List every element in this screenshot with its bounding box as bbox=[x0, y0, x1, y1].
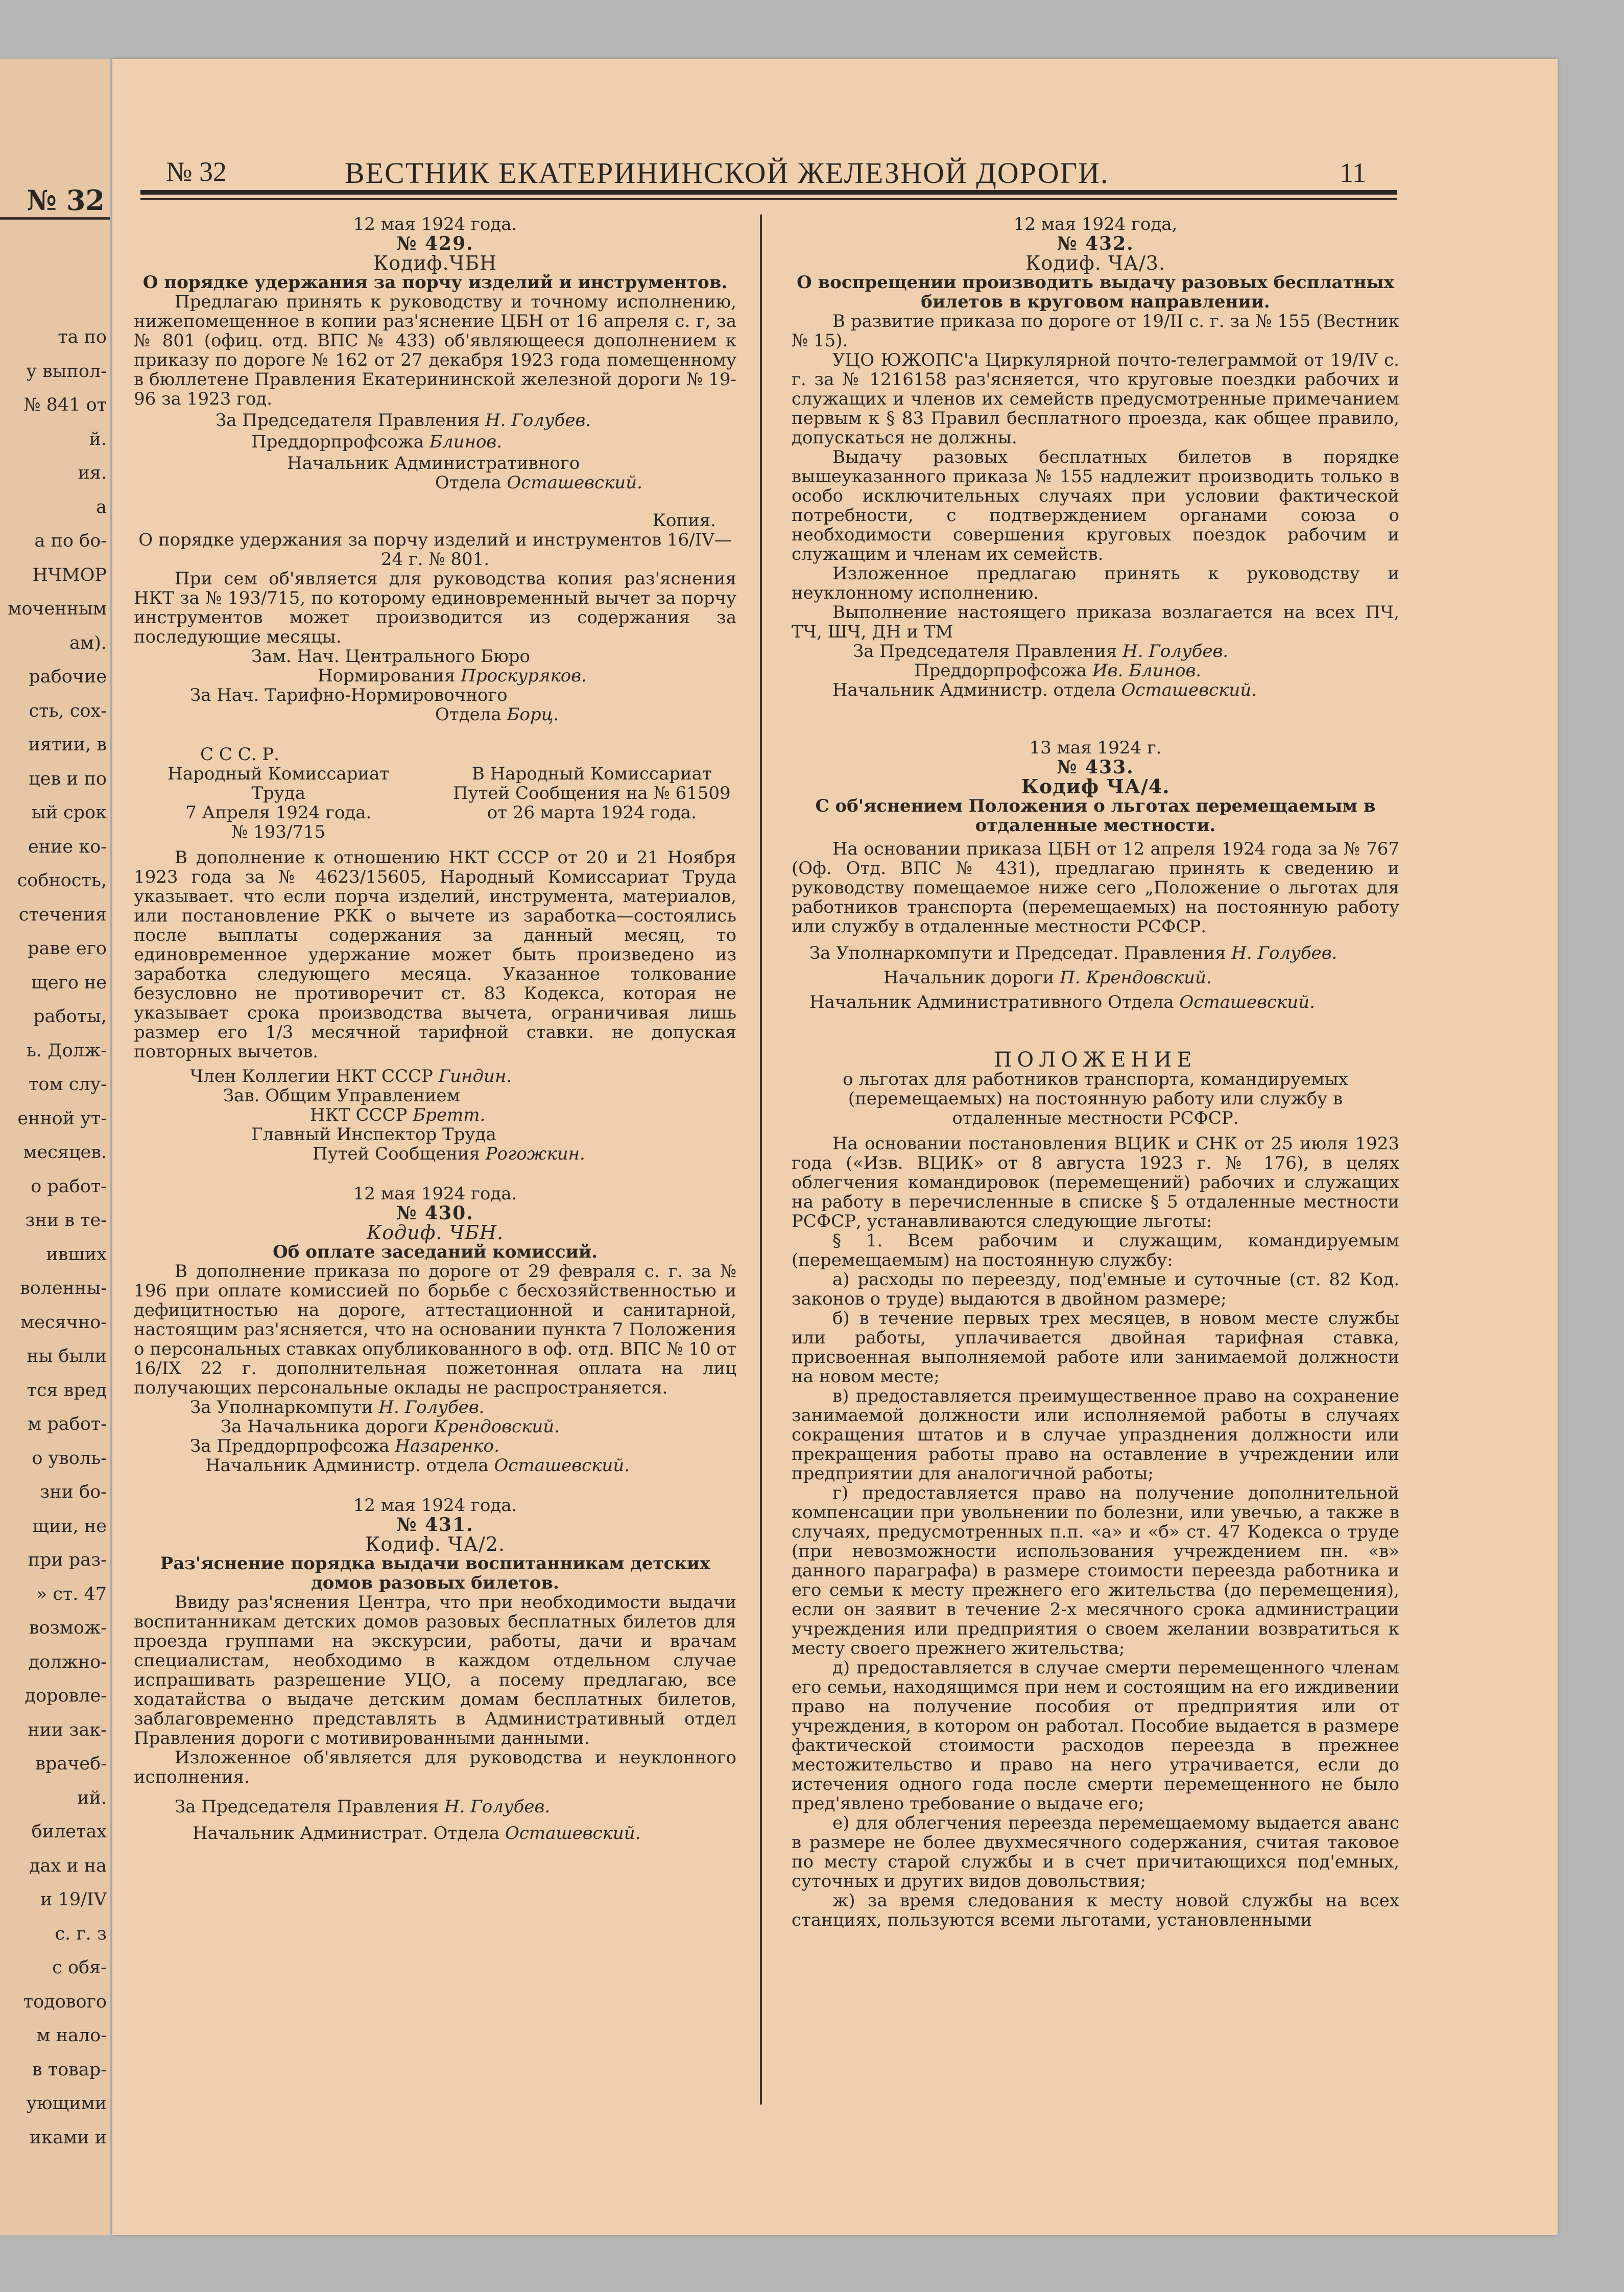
left-column bbox=[134, 215, 736, 1843]
order-body: Ввиду раз'яснения Центра, что при необходимости выдачи воспитанникам детских домов разовых бесплатных билетов для проезда группами на экскурсии, работы, дачи и врачам специалистам, необходимо в каждом отдельном случае испрашивать разрешение УЦО, а посему предлагаю, все ходатайства о выдаче детским домам бесплатных билетов, заблаговременно представлять в Административный отдел Правления дороги с мотивированными данными. bbox=[134, 1592, 736, 1748]
previous-page-line: ь. Долж- bbox=[26, 1041, 107, 1061]
signature: Начальник дороги П. Крендовский. bbox=[883, 967, 1212, 988]
previous-page-line: ый срок bbox=[31, 802, 107, 823]
regulation-intro: На основании постановления ВЦИК и СНК от 25 июля 1923 года («Изв. ВЦИК» от 8 августа 1923 г. № 176), в целях облегчения командировок (перемещений) рабочих и служащих на работу в перечисленные в списке § 5 отдаленные местности РСФСР, устанавливаются следующие льготы: bbox=[792, 1133, 1399, 1232]
order-title: О порядке удержания за порчу изделий и инструментов. bbox=[142, 272, 728, 293]
previous-page-line: енной ут- bbox=[17, 1108, 107, 1129]
previous-page-line: ны были bbox=[27, 1346, 107, 1366]
order-code: Кодиф ЧА/4. bbox=[1021, 775, 1170, 798]
previous-page-line: НЧМОР bbox=[32, 565, 107, 585]
previous-page-line: тся вред bbox=[27, 1380, 107, 1401]
previous-page-line: месяцев. bbox=[23, 1142, 107, 1163]
signature: Начальник Администр. отдела Осташевский. bbox=[205, 1455, 630, 1476]
previous-page-line: врачеб- bbox=[35, 1754, 107, 1774]
regulation-item: ж) за время следования к месту новой службы на всех станциях, пользуются всеми льготами, установленными bbox=[792, 1891, 1399, 1930]
previous-page-line: стечения bbox=[18, 905, 107, 925]
order-number: № 433. bbox=[1057, 757, 1134, 778]
regulation-subtitle: о льготах для работников транспорта, командируемых (перемещаемых) на постоянную работу или службу в отдаленные местности РСФСР. bbox=[843, 1069, 1348, 1128]
regulation-item: б) в течение первых трех месяцев, в новом месте службы или работы, уплачивается двойная тарифная ставка, присвоенная выполняемой работе или занимаемой должности на новом месте; bbox=[792, 1308, 1399, 1387]
signature-label: За Нач. Тарифно-Нормировочного bbox=[190, 685, 508, 705]
previous-page-line: и 19/IV bbox=[40, 1889, 107, 1910]
previous-page-line: м работ- bbox=[28, 1414, 107, 1434]
previous-page-line: в товар- bbox=[32, 2060, 107, 2080]
order-code: Кодиф. ЧБН. bbox=[366, 1221, 504, 1244]
regulation-item: д) предоставляется в случае смерти перемещенного членам его семьи, находящимся при нем и состоящим на его иждивении право на получение пособия от предприятия или от учреждения, в котором он работал. Пособие выдается в размере фактической стоимости расходов переезда в прежнее местожительство и право на него утрачивается, если до истечения одного года после смерти перемещенного не было пред'явлено требование о выдаче его; bbox=[792, 1658, 1399, 1814]
order-number: № 430. bbox=[396, 1202, 474, 1224]
letter-addressing bbox=[134, 764, 736, 842]
previous-page-line: ам). bbox=[69, 633, 107, 653]
previous-page-line: должно- bbox=[28, 1652, 107, 1672]
letter-body: В дополнение к отношению НКТ СССР от 20 и 21 Ноября 1923 года за № 4623/15605, Народный Комиссариат Труда указывает. что если порча изделий, инструмента, материалов, или постановление РКК о вычете из заработка—состоялись после выплаты содержания за данный месяц, то единовременное удержание может быть произведено из заработка следующего месяца. Указанное толкование безусловно не противоречит ст. 83 Кодекса, которая не указывает срока производства вычета, ограничивая лишь размер его 1/3 месячной тарифной ставки. не допуская повторных вычетов. bbox=[134, 847, 736, 1062]
signature: Член Коллегии НКТ СССР Гиндин. bbox=[190, 1066, 512, 1086]
previous-page-line: а bbox=[96, 497, 107, 517]
regulation-item: в) предоставляется преимущественное право на сохранение занимаемой должности или исполняемой работы в случаях сокращения штатов и в случае упразднения должности или прекращения работы право на оставление в учреждении или предприятии для аналогичной работы; bbox=[792, 1386, 1399, 1484]
regulation-section: § 1. Всем рабочим и служащим, командируемым (перемещаемым) на постоянную службу: bbox=[792, 1231, 1399, 1270]
signature-label: Зам. Нач. Центрального Бюро bbox=[251, 646, 530, 667]
previous-page-line: » ст. 47 bbox=[36, 1584, 107, 1604]
order-paragraph: В развитие приказа по дороге от 19/II с. г. за № 155 (Вестник № 15). bbox=[792, 311, 1399, 351]
right-column bbox=[792, 215, 1399, 1930]
previous-page-line: цев и по bbox=[29, 769, 107, 789]
regulation-item: а) расходы по переезду, под'емные и суточные (ст. 82 Код. законов о труде) выдаются в двойном размере; bbox=[792, 1269, 1399, 1309]
previous-page-line: воленны- bbox=[19, 1278, 107, 1298]
previous-page-line: работы, bbox=[33, 1006, 107, 1027]
previous-page-line: тодового bbox=[23, 1992, 107, 2012]
signature: За Председателя Правления Н. Голубев. bbox=[175, 1797, 551, 1817]
order-429 bbox=[134, 215, 736, 1164]
previous-page-number: № 32 bbox=[27, 184, 105, 217]
masthead-title: ВЕСТНИК ЕКАТЕРИНИНСКОЙ ЖЕЛЕЗНОЙ ДОРОГИ. bbox=[345, 156, 1109, 190]
signature: За Председателя Правления Н. Голубев. bbox=[853, 641, 1229, 661]
letter-from: Народный Комиссариат bbox=[168, 764, 390, 784]
order-433 bbox=[792, 738, 1399, 1012]
order-body: На основании приказа ЦБН от 12 апреля 1924 года за № 767 (Оф. Отд. ВПС № 431), предлагаю принять к сведению и руководству помещаемое ниже сего „Положение о льготах для работников транспорта (перемещаемых) на постоянную работу или службу в отдаленные местности РСФСР. bbox=[792, 839, 1399, 937]
order-paragraph: Выдачу разовых бесплатных билетов в порядке вышеуказанного приказа № 155 надлежит производить только в особо исключительных случаях при условии фактической потребности, с подтверждением органами союза о необходимости совершения круговых поездок рабочим и служащим и членам их семейств. bbox=[792, 447, 1399, 564]
order-body: Изложенное об'является для руководства и неуклонного исполнения. bbox=[134, 1747, 736, 1787]
regulation-heading: ПОЛОЖЕНИЕ bbox=[994, 1048, 1197, 1072]
order-title: Об оплате заседаний комиссий. bbox=[273, 1242, 598, 1262]
signature: Путей Сообщения Рогожкин. bbox=[313, 1144, 585, 1164]
order-date: 13 мая 1924 г. bbox=[1029, 738, 1162, 758]
order-paragraph: УЦО ЮЖОПС'а Циркулярной почто-телеграммой от 19/IV с. г. за № 1216158 раз'ясняется, что круговые поездки рабочих и служащих и членов их семейств предусмотренные примечанием первым к § 83 Правил бесплатного проезда, как общее правило, допускаться не должны. bbox=[792, 350, 1399, 448]
previous-page-line: ий. bbox=[77, 1788, 107, 1808]
signature-label: Главный Инспектор Труда bbox=[251, 1124, 496, 1145]
previous-page-line: ия. bbox=[78, 463, 107, 483]
previous-page-line: нии зак- bbox=[28, 1720, 107, 1740]
order-code: Кодиф.ЧБН bbox=[373, 252, 497, 274]
previous-page-rule bbox=[0, 217, 110, 220]
order-date: 12 мая 1924 года, bbox=[1013, 214, 1178, 234]
previous-page-line: при раз- bbox=[28, 1550, 107, 1570]
copy-title: О порядке удержания за порчу изделий и инструментов 16/IV—24 г. № 801. bbox=[138, 530, 732, 570]
previous-page-line: рабочие bbox=[29, 667, 107, 687]
regulation bbox=[792, 1050, 1399, 1930]
column-divider bbox=[760, 215, 762, 2105]
order-430 bbox=[134, 1184, 736, 1475]
previous-page-line: щего не bbox=[31, 973, 107, 993]
previous-page-line: билетах bbox=[31, 1822, 107, 1842]
signature: Преддорпрофсожа Блинов. bbox=[251, 432, 503, 452]
previous-page-line: с. г. з bbox=[55, 1924, 107, 1944]
previous-page-line: доровле- bbox=[25, 1686, 107, 1706]
signature: За Уполнаркомпути Н. Голубев. bbox=[190, 1397, 485, 1417]
previous-page-line: м нало- bbox=[36, 2025, 107, 2046]
order-number: № 431. bbox=[396, 1514, 474, 1535]
previous-page-line: моченным bbox=[8, 599, 107, 619]
order-title: О воспрещении производить выдачу разовых бесплатных билетов в круговом направлении. bbox=[797, 272, 1394, 312]
order-title: С об'яснением Положения о льготах перемещаемым в отдаленные местности. bbox=[815, 796, 1376, 836]
order-body: Предлагаю принять к руководству и точному исполнению, нижепомещенное в копии раз'яснение ЦБН от 16 апреля с. г, за № 801 (офиц. отд. ВПС № 433) об'являющееся дополнением к приказу по дороге № 162 от 27 декабря 1923 года помещенному в бюллетене Правления Екатерининской железной дороги № 19-96 за 1923 год. bbox=[134, 292, 736, 409]
page-number: 11 bbox=[1340, 157, 1366, 188]
previous-page-line: месячно- bbox=[20, 1312, 107, 1333]
letter-from: Труда bbox=[251, 783, 306, 804]
order-date: 12 мая 1924 года. bbox=[353, 214, 517, 234]
previous-page-line: ующими bbox=[26, 2093, 107, 2114]
previous-page-line: ивших bbox=[46, 1244, 107, 1265]
order-body: В дополнение приказа по дороге от 29 февраля с. г. за № 196 при оплате комиссией по борьбе с бесхозяйственностью и дефицитностью на дороге, аттестационной и санитарной, настоящим раз'ясняется, что на основании пункта 7 Положения о персональных ставках опубликованного в оф. отд. ВПС № 10 от 16/IX 22 г. дополнительная пожетонная оплата на лиц получающих персональные оклады не распространяется. bbox=[134, 1261, 736, 1398]
signature: За Начальника дороги Крендовский. bbox=[221, 1416, 560, 1437]
regulation-item: г) предоставляется право на получение дополнительной компенсации при увольнении по болезни, или увечью, а также в случаях, предусмотренных п.п. «а» и «б» ст. 47 Кодекса о труде (при невозможности использования учреждением пн. «в» данного параграфа) в размере стоимости переезда работника и его семьи к месту прежнего его жительства (до перемещения), если он заявит в течение 2-х месячного срока администрации учреждения или предприятия о своем желании возвратиться к месту своего прежнего жительства; bbox=[792, 1483, 1399, 1659]
signature: За Председателя Правления Н. Голубев. bbox=[216, 410, 591, 431]
signature: Преддорпрофсожа Ив. Блинов. bbox=[914, 660, 1202, 681]
previous-page-line: ение ко- bbox=[28, 837, 107, 857]
signature: Нормирования Проскуряков. bbox=[318, 666, 587, 686]
previous-page-line: сть, сох- bbox=[29, 701, 107, 721]
order-431 bbox=[134, 1496, 736, 1843]
order-date: 12 мая 1924 года. bbox=[353, 1184, 517, 1204]
previous-page-line: раве его bbox=[28, 938, 107, 959]
signature: Отдела Осташевский. bbox=[435, 472, 642, 493]
previous-page-line: о уволь- bbox=[32, 1448, 107, 1469]
copy-label: Копия. bbox=[652, 510, 716, 531]
order-code: Кодиф. ЧА/2. bbox=[365, 1533, 506, 1555]
previous-page-line: иятии, в bbox=[28, 735, 107, 755]
header-rule-thin bbox=[140, 198, 1397, 200]
previous-page-edge bbox=[0, 59, 110, 2235]
order-code: Кодиф. ЧА/3. bbox=[1025, 252, 1166, 274]
letter-date: 7 Апреля 1924 года. bbox=[185, 802, 372, 823]
previous-page-line: зни бо- bbox=[40, 1482, 107, 1502]
previous-page-line: с обя- bbox=[52, 1957, 107, 1978]
issue-number: № 32 bbox=[166, 156, 227, 187]
previous-page-line: собность, bbox=[17, 870, 107, 891]
signature-label: Зав. Общим Управлением bbox=[223, 1085, 461, 1106]
previous-page-line: возмож- bbox=[29, 1618, 107, 1638]
letter-number: № 193/715 bbox=[231, 822, 326, 842]
previous-page-line: та по bbox=[58, 327, 107, 347]
previous-page-line: у выпол- bbox=[26, 361, 107, 382]
previous-page-line: а по бо- bbox=[34, 531, 107, 551]
previous-page-line: о работ- bbox=[31, 1176, 107, 1197]
signature: Начальник Администрат. Отдела Осташевский. bbox=[193, 1823, 641, 1844]
signature: НКТ СССР Бретт. bbox=[310, 1105, 486, 1125]
header-rule-thick bbox=[140, 190, 1397, 195]
order-date: 12 мая 1924 года. bbox=[353, 1495, 517, 1516]
previous-page-line: зни в те- bbox=[25, 1210, 107, 1231]
ussr-label: С С С. Р. bbox=[200, 744, 279, 765]
signature: Начальник Администр. отдела Осташевский. bbox=[832, 680, 1257, 700]
signature-label: Начальник Административного bbox=[287, 453, 580, 474]
previous-page-line: дах и на bbox=[29, 1856, 107, 1876]
previous-page-line: иками и bbox=[29, 2128, 107, 2148]
signature: За Уполнаркомпути и Председат. Правления Н. Голубев. bbox=[809, 943, 1338, 963]
signature: Начальник Административного Отдела Осташевский. bbox=[809, 992, 1315, 1012]
previous-page-line: щии, не bbox=[32, 1516, 107, 1537]
previous-page-line: том слу- bbox=[28, 1074, 107, 1095]
order-paragraph: Изложенное предлагаю принять к руководству и неуклонному исполнению. bbox=[792, 563, 1399, 603]
signature: За Преддорпрофсожа Назаренко. bbox=[190, 1436, 499, 1456]
letter-to: Путей Сообщения на № 61509 bbox=[452, 783, 731, 804]
order-number: № 432. bbox=[1057, 233, 1134, 254]
previous-page-line: й. bbox=[89, 429, 107, 450]
regulation-item: е) для облегчения переезда перемещаемому выдается аванс в размере не более двухмесячного содержания, считая таковое по месту старой службы и в счет причитающихся под'емных, суточных и других видов довольствия; bbox=[792, 1813, 1399, 1892]
order-number: № 429. bbox=[396, 233, 474, 254]
letter-to: В Народный Комиссариат bbox=[471, 764, 712, 784]
order-432 bbox=[792, 215, 1399, 700]
previous-page-line: № 841 от bbox=[23, 395, 107, 415]
signature: Отдела Борц. bbox=[435, 704, 559, 725]
order-paragraph: Выполнение настоящего приказа возлагается на всех ПЧ, ТЧ, ШЧ, ДН и ТМ bbox=[792, 602, 1399, 642]
order-title: Раз'яснение порядка выдачи воспитанникам детских домов разовых билетов. bbox=[160, 1553, 710, 1593]
letter-to-date: от 26 марта 1924 года. bbox=[487, 802, 697, 823]
copy-body: При сем об'является для руководства копия раз'яснения НКТ за № 193/715, по которому единовременный вычет за порчу инструментов может производится из содержания за последующие месяцы. bbox=[134, 569, 736, 647]
